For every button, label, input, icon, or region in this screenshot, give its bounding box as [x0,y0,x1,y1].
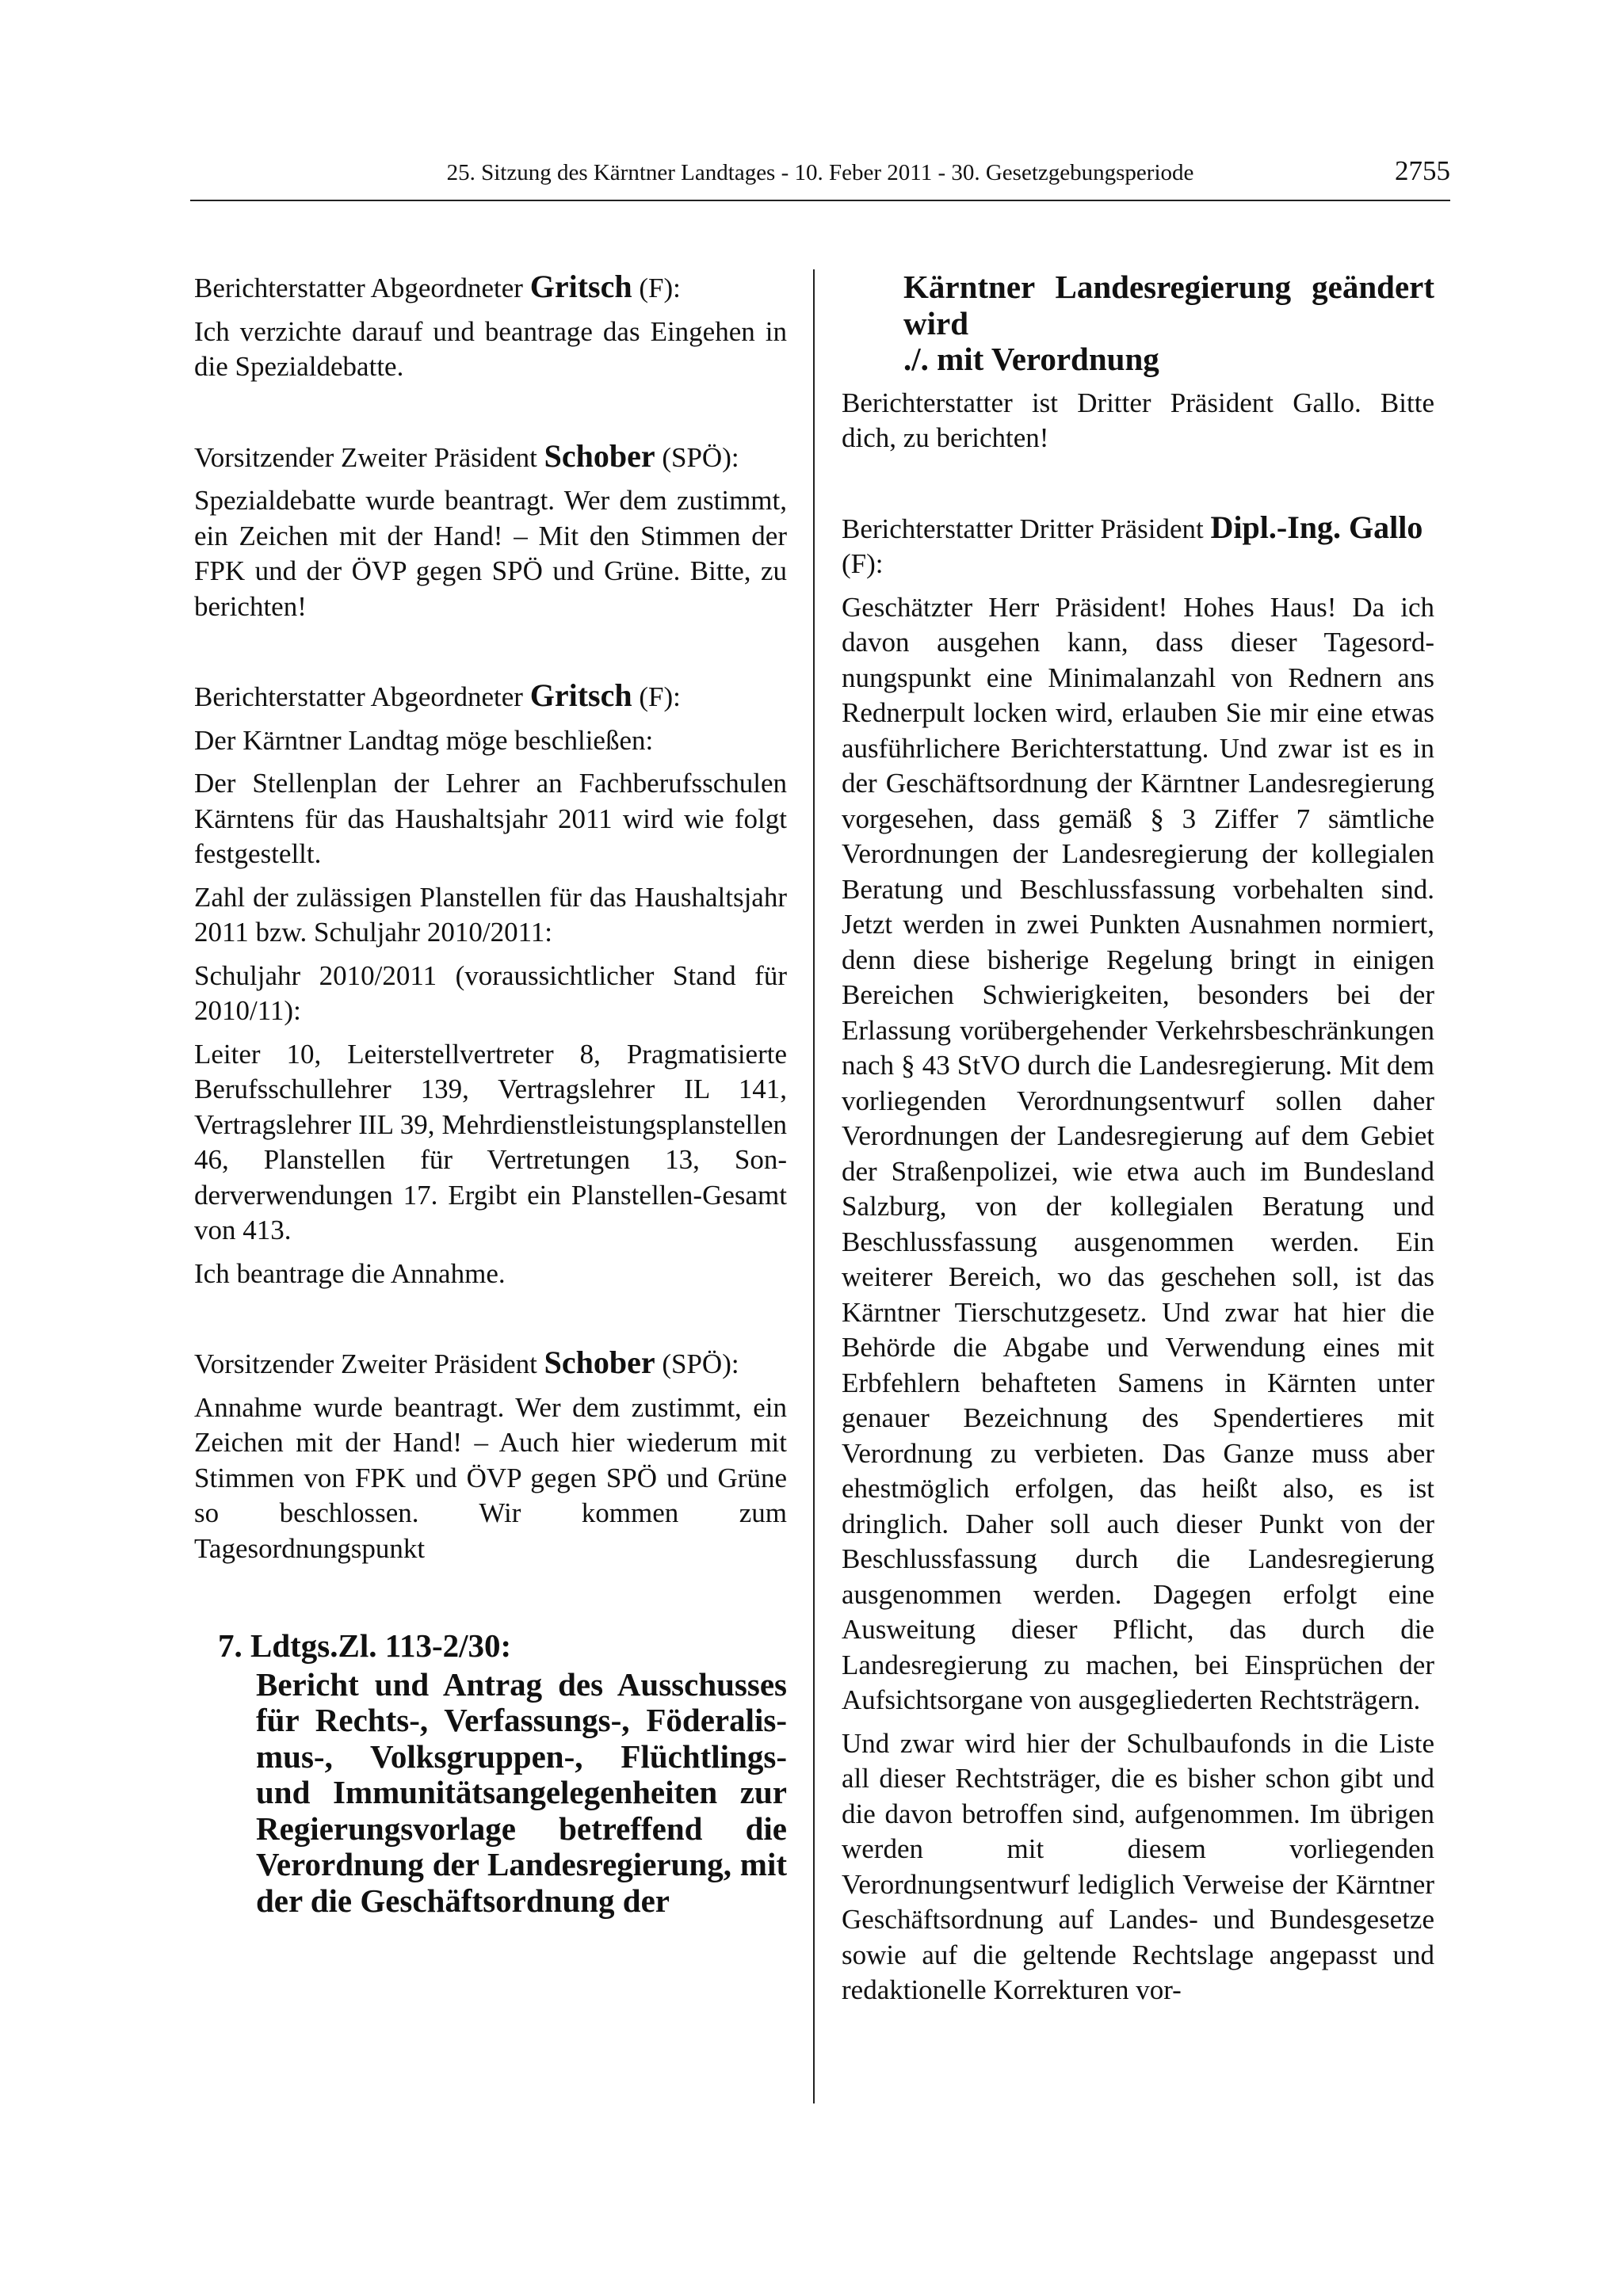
paragraph: Annahme wurde beantragt. Wer dem zustimmt, ein Zeichen mit der Hand! – Auch hier wiederum mit Stimmen von FPK und ÖVP gegen SPÖ und Grüne so beschlossen. Wir kommen zum Tagesordnungspunkt [194,1391,787,1564]
speaker-party: (F): [842,548,884,579]
paragraph: Leiter 10, Leiterstellvertreter 8, Pragmatisierte Berufsschullehrer 139, Vertragslehrer IL 141, Vertragslehrer IIL 39, Mehrdienstleistungsplanstellen 46, Planstellen für Vertretungen 13, Sonderverwendungen 17. Ergibt ein Planstellen-Gesamt von 413. [194,1038,787,1245]
speaker-party: (F): [632,273,681,303]
agenda-item-number: 7. Ldtgs.Zl. 113-2/30: [218,1627,512,1664]
paragraph: Berichterstatter ist Dritter Präsident Gallo. Bitte dich, zu berichten! [842,387,1434,453]
speaker-role: Vorsitzender Zweiter Präsident [194,441,544,473]
header-title: 25. Sitzung des Kärntner Landtages - 10. Feber 2011 - 30. Gesetzgebungsperiode [446,160,1194,185]
agenda-item-title: Bericht und Antrag des Ausschusses für Rechts-, Verfassungs-, Föderalismus-, Volksgruppen-, Flüchtlings- und Immunitätsangelegenheiten zur Regierungsvorlage betreffend die Verordnung der Landesregierung, mit der die Geschäftsordnung der [256,1665,787,1919]
speaker-line [842,510,1434,582]
left-column [194,269,787,1919]
speaker-party: (SPÖ): [655,1348,739,1379]
speaker-name: Gritsch [529,269,632,304]
paragraph: Ich beantrage die Annahme. [194,1257,506,1289]
paragraph: Ich verzichte darauf und beantrage das Eingehen in die Spezialdebatte. [194,315,787,382]
paragraph: Der Stellenplan der Lehrer an Fachberufsschulen Kärntens für das Haushaltsjahr 2011 wird wie folgt festgestellt. [194,768,787,869]
running-header [190,155,1450,201]
speaker-role: Berichterstatter Dritter Präsident [842,513,1211,544]
right-column [842,269,1434,2016]
speaker-name: Schober [544,1344,655,1380]
speaker-name: Schober [544,437,655,474]
speaker-role: Berichterstatter Abgeordneter [194,681,530,712]
paragraph: Der Kärntner Landtag möge beschließen: [194,724,654,756]
speaker-line [194,1345,787,1383]
agenda-title-continued-text: Kärntner Landesregierung geändert wird [903,269,1434,341]
paragraph: Geschätzter Herr Präsident! Hohes Haus! Da ich davon ausgehen kann, dass dieser Tagesordnungspunkt eine Minimalanzahl von Rednern ans Rednerpult locken wird, erlauben Sie mir eine etwas ausführlichere Berichterstattung. Und zwar ist es in der Geschäftsordnung der Kärntner Landesregierung vorgesehen, dass gemäß § 3 Ziffer 7 sämtliche Verordnungen der Landesregierung der kollegialen Beratung und Beschlussfassung vorbehalten sind. Jetzt werden in zwei Punkten Ausnahmen normiert, denn diese bisherige Regelung bringt in einigen Bereichen Schwierigkeiten, besonders bei der Erlassung vorübergehender Verkehrsbeschränkungen nach § 43 StVO durch die Landesregierung. Mit dem vorliegenden Verordnungsentwurf sollen daher Verordnungen der Landesregierung auf dem Gebiet der Straßenpolizei, wie etwa auch im Bundesland Salzburg, von der kollegialen Beratung und Beschlussfassung ausgenommen werden. Ein weiterer Bereich, wo das geschehen soll, ist das Kärntner Tierschutzgesetz. Und zwar hat hier die Behörde die Abgabe und Verwendung eines mit Erbfehlern behafteten Samens in Kärnten unter genauer Bezeichnung des Spendertieres mit Verordnung zu verbieten. Das Ganze muss aber ehestmöglich erfolgen, das heißt also, es ist dringlich. Daher soll auch dieser Punkt von der Beschlussfassung durch die Landesregierung ausgenommen werden. Dagegen erfolgt eine Ausweitung dieser Pflicht, das durch die Landesregierung zu machen, bei Einsprüchen der Aufsichtsorgane von ausgegliederten Rechtsträgern. [842,591,1434,1715]
speaker-name: Gritsch [529,677,632,713]
page-number: 2755 [1395,155,1450,186]
column-divider [813,269,815,2103]
speaker-party: (F): [632,681,681,712]
agenda-title-continued [903,269,1434,378]
speaker-line [194,678,787,715]
speaker-line [194,439,787,476]
paragraph: Und zwar wird hier der Schulbaufonds in die Liste all dieser Rechtsträger, die es bisher schon gibt und die davon betroffen sind, aufgenommen. Im übrigen werden mit diesem vorliegenden Verordnungsentwurf lediglich Verweise der Kärntner Geschäftsordnung auf Landes- und Bundesgesetze sowie auf die geltende Rechtslage angepasst und redaktionelle Korrekturen vor- [842,1727,1434,2005]
speaker-line [194,269,787,307]
speaker-role: Vorsitzender Zweiter Präsident [194,1348,544,1379]
agenda-title-suffix: ./. mit Verordnung [903,341,1159,377]
paragraph: Spezialdebatte wurde beantragt. Wer dem zustimmt, ein Zeichen mit der Hand! – Mit den Stimmen der FPK und der ÖVP gegen SPÖ und Grüne. Bitte, zu berichten! [194,485,787,622]
paragraph: Schuljahr 2010/2011 (voraussichtlicher Stand für 2010/11): [194,959,787,1026]
speaker-name: Dipl.-Ing. Gallo [1210,509,1423,545]
paragraph: Zahl der zulässigen Planstellen für das Haushaltsjahr 2011 bzw. Schuljahr 2010/2011: [194,881,787,948]
speaker-party: (SPÖ): [655,441,739,473]
speaker-role: Berichterstatter Abgeordneter [194,273,530,303]
